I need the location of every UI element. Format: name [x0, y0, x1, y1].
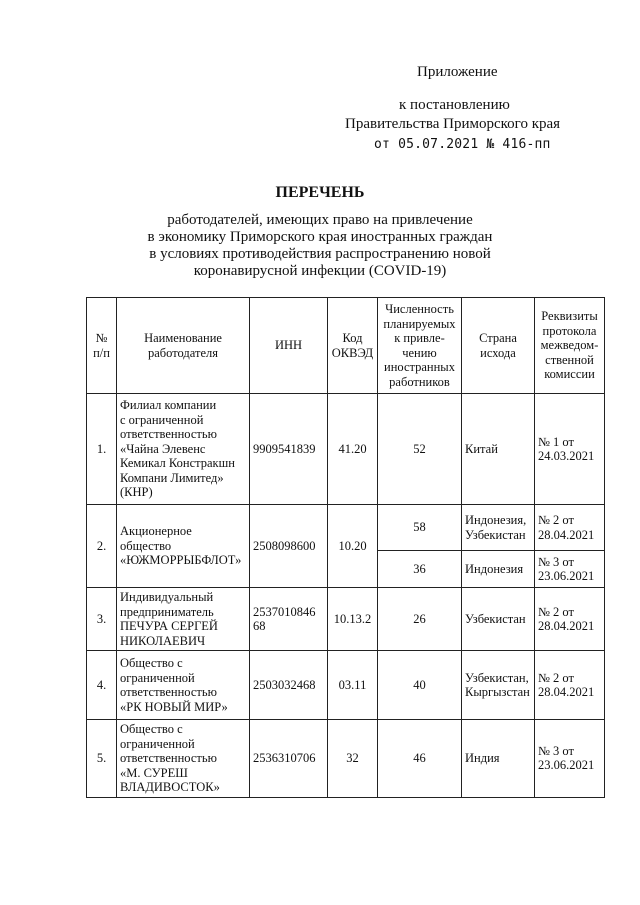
employer-name — [117, 588, 250, 651]
cell-line: Кыргызстан — [465, 685, 530, 699]
cell-line: № 2 от — [538, 604, 574, 619]
cell-line: № 1 от — [538, 434, 574, 449]
subtitle-line: в условиях противодействия распространению новой — [149, 246, 491, 262]
table-row — [87, 505, 605, 551]
cell-line: ВЛАДИВОСТОК» — [120, 780, 220, 794]
worker-count: 40 — [378, 651, 462, 720]
cell-line: ограниченной — [120, 670, 195, 685]
header-worker-count — [378, 298, 462, 394]
cell-line: «РК НОВЫЙ МИР» — [120, 699, 228, 714]
cell-line: № 2 от — [538, 513, 574, 527]
worker-count: 58 — [378, 505, 462, 551]
cell-line: «ЮЖМОРРЫБФЛОТ» — [120, 553, 242, 568]
document-title: ПЕРЕЧЕНЬ — [275, 184, 365, 201]
country — [462, 551, 535, 588]
employer-okved: 10.20 — [328, 505, 378, 588]
country — [462, 651, 535, 720]
cell-line: комиссии — [544, 367, 595, 382]
cell-line: межведом- — [540, 338, 599, 353]
employer-name — [117, 651, 250, 720]
cell-line: Кемикал Констракшн — [120, 456, 235, 471]
cell-line: Страна — [479, 331, 517, 345]
cell-line: работодателя — [147, 345, 218, 360]
cell-line: 28.04.2021 — [538, 685, 595, 699]
employer-inn: 2508098600 — [250, 505, 328, 588]
table-row — [87, 394, 605, 505]
row-num: 4. — [87, 651, 117, 720]
resolution-date-number: от 05.07.2021 № 416-пп — [374, 137, 551, 152]
cell-line: работников — [389, 374, 450, 389]
document-subtitle — [0, 212, 640, 280]
employer-okved: 41.20 — [328, 394, 378, 505]
employer-inn: 2503032468 — [250, 651, 328, 720]
cell-line: 23.06.2021 — [538, 569, 595, 583]
worker-count: 46 — [378, 720, 462, 798]
cell-line: 28.04.2021 — [538, 619, 595, 633]
employer-inn: 2536310706 — [250, 720, 328, 798]
employer-name — [117, 505, 250, 588]
appendix-label: Приложение — [417, 64, 498, 80]
cell-line: исхода — [480, 345, 516, 360]
cell-line: Узбекистан — [465, 611, 526, 626]
row-num: 3. — [87, 588, 117, 651]
employer-okved: 32 — [328, 720, 378, 798]
resolution-label: к постановлению — [399, 97, 510, 113]
table-row — [87, 651, 605, 720]
cell-line: ответственностью — [120, 427, 217, 442]
employer-inn: 9909541839 — [250, 394, 328, 505]
cell-line: Индивидуальный — [120, 590, 214, 604]
cell-line: Акционерное — [120, 524, 192, 539]
cell-line: № — [95, 331, 108, 345]
employer-name — [117, 394, 250, 505]
cell-line: ОКВЭД — [331, 345, 374, 360]
cell-line: Код — [342, 331, 363, 345]
cell-line: п/п — [93, 345, 110, 360]
cell-line: 24.03.2021 — [538, 449, 595, 463]
cell-line: «Чайна Элевенс — [120, 441, 206, 456]
employer-name — [117, 720, 250, 798]
header-employer-name — [117, 298, 250, 394]
header-country — [462, 298, 535, 394]
cell-line: НИКОЛАЕВИЧ — [120, 633, 206, 648]
employer-okved: 03.11 — [328, 651, 378, 720]
country — [462, 505, 535, 551]
cell-line: ограниченной — [120, 736, 195, 751]
cell-line: Компани Лимитед» — [120, 470, 224, 485]
cell-line: ИНН — [274, 338, 303, 353]
cell-line: ответственностью — [120, 685, 217, 699]
cell-line: (КНР) — [120, 485, 153, 500]
header-num — [87, 298, 117, 394]
worker-count: 52 — [378, 394, 462, 505]
subtitle-line: в экономику Приморского края иностранных граждан — [147, 229, 493, 245]
protocol — [535, 505, 605, 551]
country — [462, 394, 535, 505]
cell-line: № 2 от — [538, 670, 574, 685]
cell-line: Узбекистан — [465, 527, 526, 542]
table-row — [87, 588, 605, 651]
cell-line: Индонезия, — [465, 513, 527, 527]
subtitle-line: коронавирусной инфекции (COVID-19) — [193, 263, 447, 279]
row-num: 2. — [87, 505, 117, 588]
cell-line: Китай — [465, 441, 498, 456]
cell-line: Узбекистан, — [465, 670, 529, 685]
cell-line: предприниматель — [120, 604, 214, 619]
cell-line: Наименование — [144, 331, 222, 345]
cell-line: ственной — [545, 352, 594, 367]
cell-line: с ограниченной — [120, 412, 204, 427]
cell-line: Филиал компании — [120, 398, 217, 413]
worker-count: 26 — [378, 588, 462, 651]
protocol — [535, 651, 605, 720]
cell-line: планируемых — [383, 316, 456, 331]
cell-line: «М. СУРЕШ — [120, 765, 188, 780]
header-inn — [250, 298, 328, 394]
cell-line: 23.06.2021 — [538, 758, 595, 773]
cell-line: ответственностью — [120, 751, 217, 765]
employers-table — [86, 297, 605, 798]
government-label: Правительства Приморского края — [345, 116, 561, 132]
header-okved — [328, 298, 378, 394]
cell-line: иностранных — [384, 360, 455, 374]
cell-line: № 3 от — [538, 554, 574, 569]
row-num: 5. — [87, 720, 117, 798]
header-protocol — [535, 298, 605, 394]
cell-line: чению — [402, 345, 437, 360]
cell-line: № 3 от — [538, 743, 574, 758]
row-num: 1. — [87, 394, 117, 505]
worker-count: 36 — [378, 551, 462, 588]
table-header-row — [87, 298, 605, 394]
cell-line: 28.04.2021 — [538, 527, 595, 542]
cell-line: 68 — [253, 619, 266, 633]
country — [462, 720, 535, 798]
country — [462, 588, 535, 651]
cell-line: ПЕЧУРА СЕРГЕЙ — [120, 619, 218, 633]
cell-line: общество — [120, 538, 172, 553]
table-row — [87, 720, 605, 798]
cell-line: Индонезия — [465, 561, 524, 576]
employer-okved: 10.13.2 — [328, 588, 378, 651]
protocol — [535, 720, 605, 798]
subtitle-line: работодателей, имеющих право на привлечение — [167, 212, 473, 228]
cell-line: Численность — [385, 302, 454, 316]
cell-line: Общество с — [120, 656, 183, 670]
cell-line: к привле- — [394, 331, 445, 345]
cell-line: Реквизиты — [541, 309, 598, 324]
cell-line: 2537010846 — [253, 604, 316, 619]
cell-line: протокола — [542, 323, 597, 338]
protocol — [535, 394, 605, 505]
employer-inn — [250, 588, 328, 651]
cell-line: Общество с — [120, 722, 183, 736]
protocol — [535, 551, 605, 588]
protocol — [535, 588, 605, 651]
cell-line: Индия — [465, 751, 500, 765]
